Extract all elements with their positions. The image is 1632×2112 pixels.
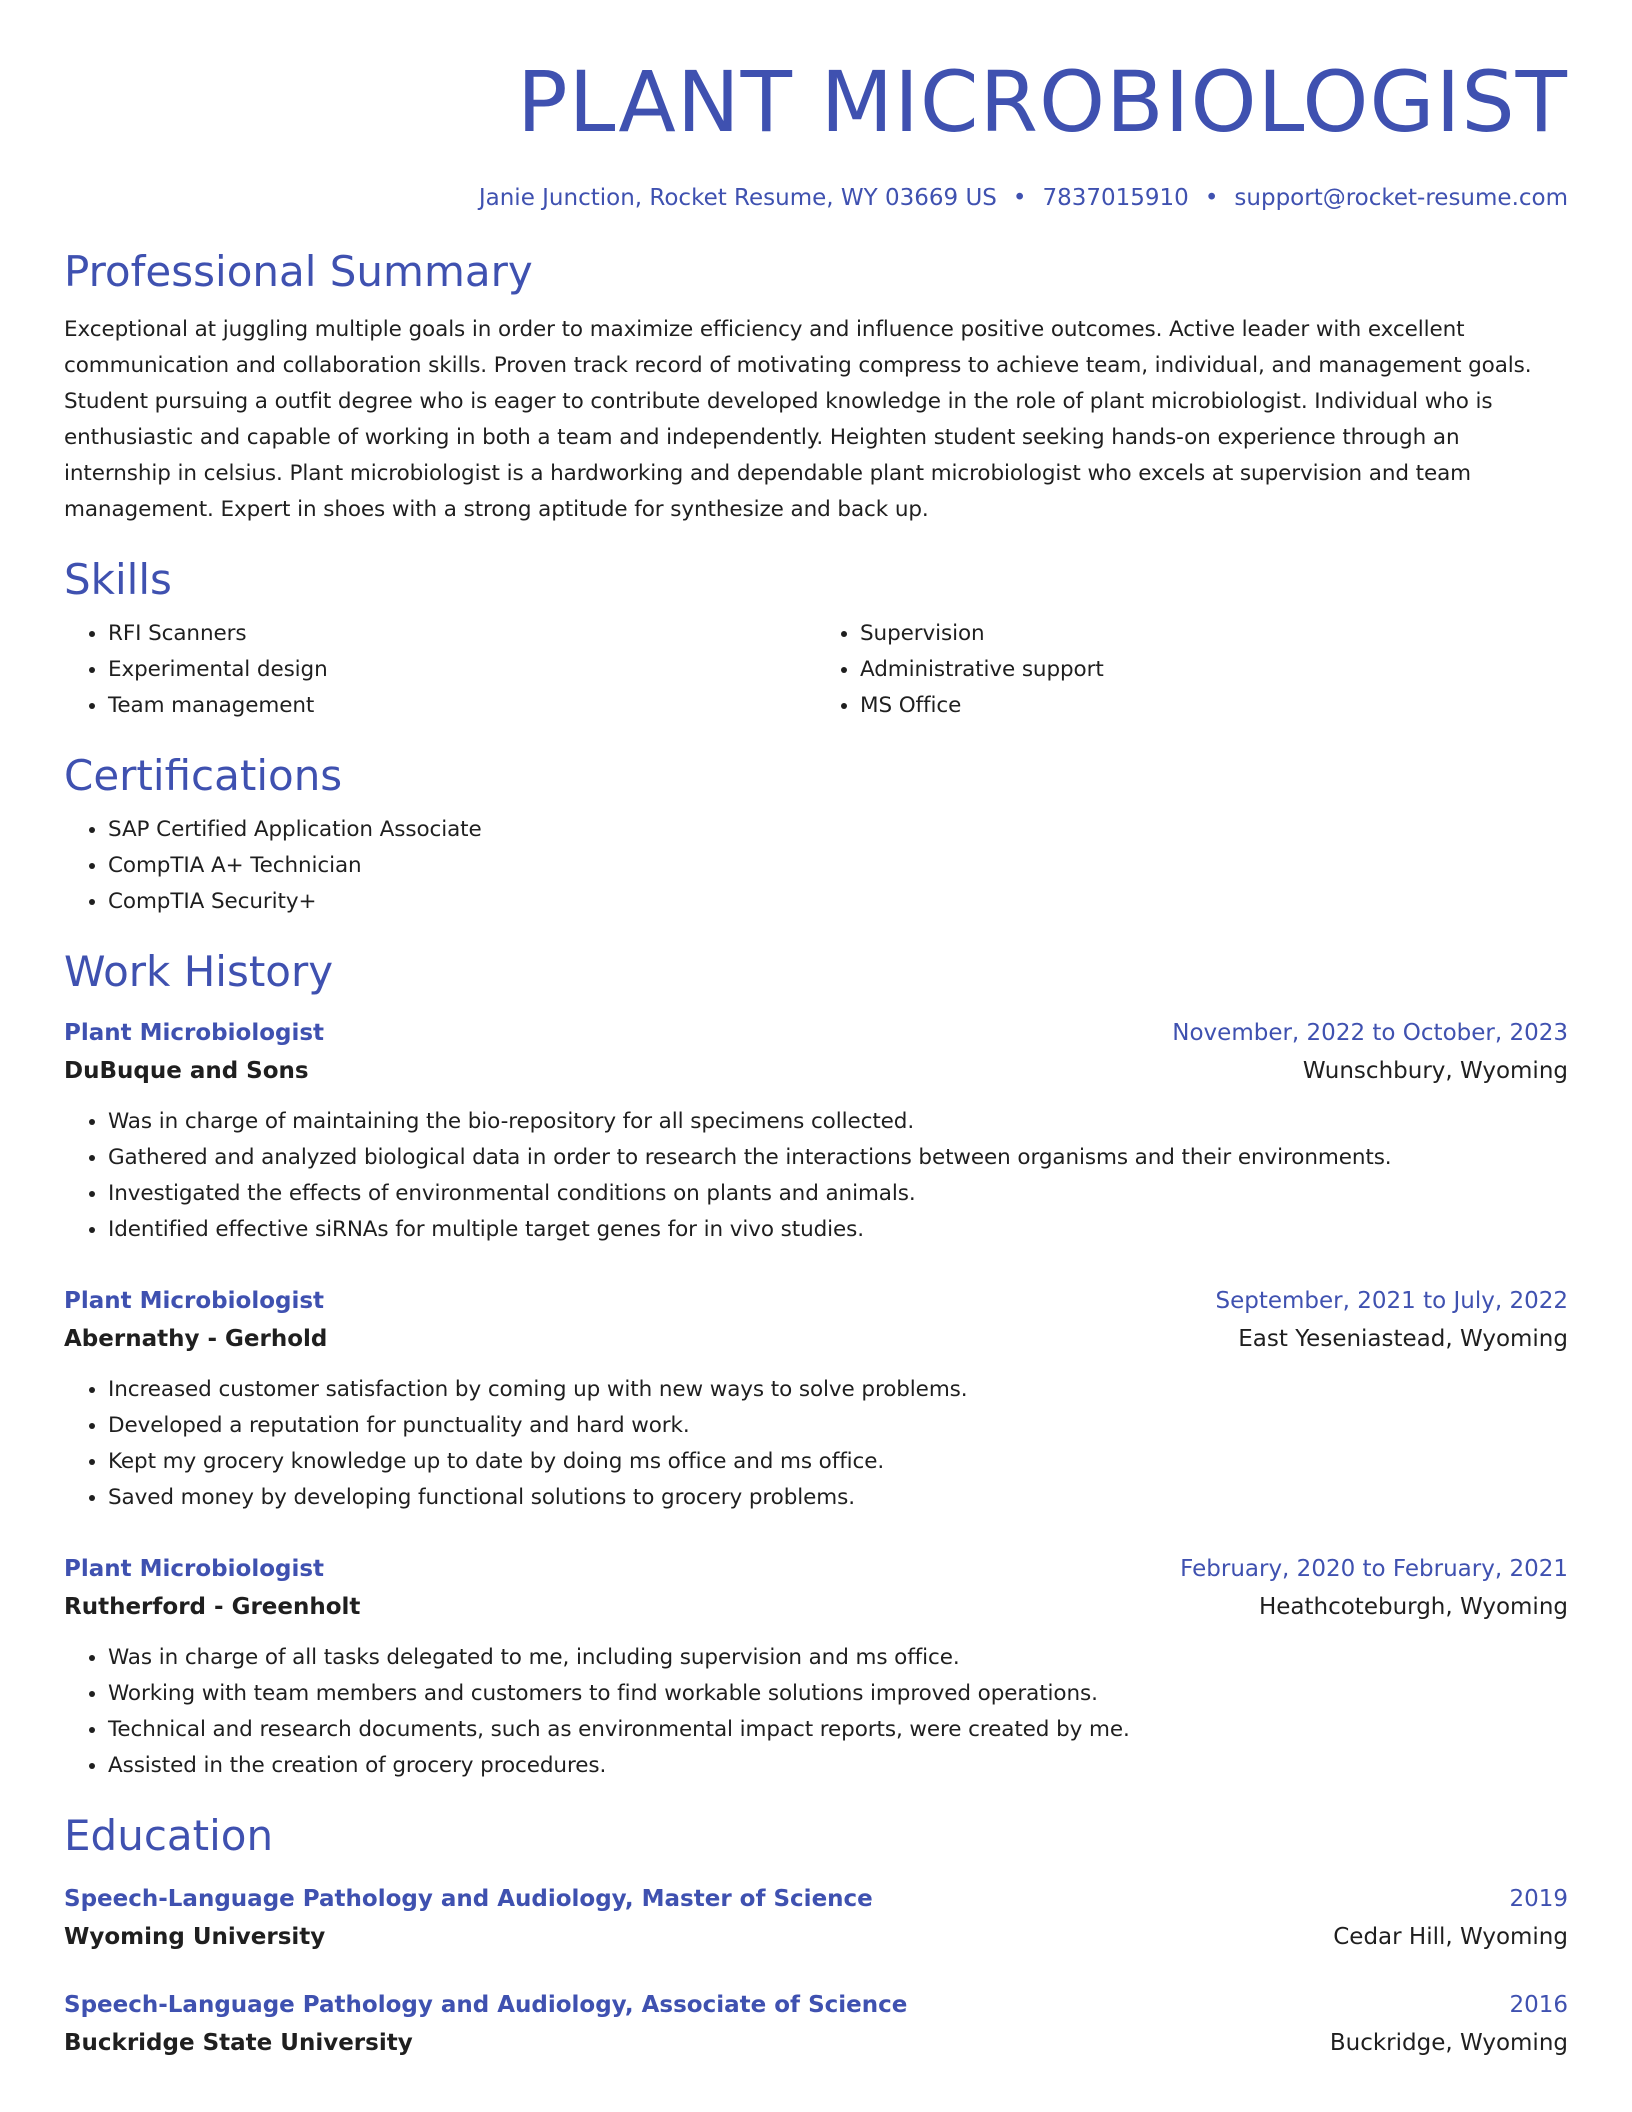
education-school: Buckridge State University — [64, 2030, 413, 2056]
job-bullets — [64, 1104, 1568, 1248]
job-bullet: • Working with team members and customers to find workable solutions improved operations. — [108, 1676, 1568, 1712]
skill-item: • Team management — [108, 688, 816, 724]
job-entry — [64, 1550, 1568, 1784]
skills-list-left — [64, 616, 816, 724]
job-bullet: • Technical and research documents, such as environmental impact reports, were created by me. — [108, 1712, 1568, 1748]
separator-dot: • — [1012, 185, 1027, 211]
job-title: Plant Microbiologist — [64, 1556, 325, 1582]
skills-section — [64, 554, 1568, 724]
skill-item: • RFI Scanners — [108, 616, 816, 652]
contact-phone: 7837015910 — [1042, 185, 1189, 211]
certifications-heading: Certifications — [64, 751, 343, 800]
education-entry — [64, 1880, 1568, 1956]
job-location: Heathcoteburgh, Wyoming — [1258, 1594, 1568, 1620]
job-company: Rutherford - Greenholt — [64, 1594, 361, 1620]
job-entry — [64, 1014, 1568, 1248]
job-bullet: • Was in charge of all tasks delegated to me, including supervision and ms office. — [108, 1640, 1568, 1676]
skill-item: • Supervision — [860, 616, 1568, 652]
education-heading: Education — [64, 1811, 274, 1860]
job-dates: November, 2022 to October, 2023 — [1172, 1020, 1568, 1046]
job-bullets — [64, 1372, 1568, 1516]
skill-item: • MS Office — [860, 688, 1568, 724]
skills-list-right — [816, 616, 1568, 724]
separator-dot: • — [1204, 185, 1219, 211]
education-year: 2019 — [1509, 1886, 1568, 1912]
job-bullet: • Developed a reputation for punctuality and hard work. — [108, 1408, 1568, 1444]
contact-line — [64, 182, 1568, 214]
job-bullet: • Saved money by developing functional solutions to grocery problems. — [108, 1480, 1568, 1516]
summary-section — [64, 246, 1568, 528]
skills-grid — [64, 606, 1568, 724]
job-company: DuBuque and Sons — [64, 1058, 309, 1084]
education-degree: Speech-Language Pathology and Audiology, Master of Science — [64, 1886, 873, 1912]
skill-item: • Experimental design — [108, 652, 816, 688]
job-bullet: • Increased customer satisfaction by coming up with new ways to solve problems. — [108, 1372, 1568, 1408]
job-title: Plant Microbiologist — [64, 1288, 325, 1314]
education-year: 2016 — [1509, 1992, 1568, 2018]
page-title: PLANT MICROBIOLOGIST — [516, 53, 1568, 151]
job-bullet: • Gathered and analyzed biological data in order to research the interactions between organisms and their environments. — [108, 1140, 1568, 1176]
certification-item: • SAP Certified Application Associate — [108, 812, 1568, 848]
job-bullet: • Kept my grocery knowledge up to date by doing ms office and ms office. — [108, 1444, 1568, 1480]
job-company: Abernathy - Gerhold — [64, 1326, 328, 1352]
job-bullet: • Investigated the effects of environmental conditions on plants and animals. — [108, 1176, 1568, 1212]
education-entry — [64, 1986, 1568, 2062]
job-bullets — [64, 1640, 1568, 1784]
summary-text: Exceptional at juggling multiple goals in order to maximize efficiency and influence positive outcomes. Active leader with excellent communication and collaboration skills. Proven track record of motivating compress to achieve team, individual, and management goals. Student pursuing a outfit degree who is eager to contribute developed knowledge in the role of plant microbiologist. Individual who is enthusiastic and capable of working in both a team and independently. Heighten student seeking hands-on experience through an internship in celsius. Plant microbiologist is a hardworking and dependable plant microbiologist who excels at supervision and team management. Expert in shoes with a strong aptitude for synthesize and back up. — [64, 317, 1532, 522]
contact-address: Janie Junction, Rocket Resume, WY 03669 US — [478, 185, 997, 211]
education-location: Buckridge, Wyoming — [1329, 2030, 1568, 2056]
job-title: Plant Microbiologist — [64, 1020, 325, 1046]
certifications-section — [64, 750, 1568, 920]
job-location: East Yeseniastead, Wyoming — [1238, 1326, 1568, 1352]
contact-email[interactable]: support@rocket-resume.com — [1234, 185, 1568, 211]
job-dates: February, 2020 to February, 2021 — [1180, 1556, 1568, 1582]
work-history-section — [64, 946, 1568, 1784]
work-history-heading: Work History — [64, 947, 334, 996]
education-school: Wyoming University — [64, 1924, 326, 1950]
summary-heading: Professional Summary — [64, 247, 533, 296]
education-section — [64, 1810, 1568, 2062]
certification-item: • CompTIA Security+ — [108, 884, 1568, 920]
certification-item: • CompTIA A+ Technician — [108, 848, 1568, 884]
education-degree: Speech-Language Pathology and Audiology, Associate of Science — [64, 1992, 908, 2018]
job-bullet: • Was in charge of maintaining the bio-repository for all specimens collected. — [108, 1104, 1568, 1140]
certifications-list — [64, 812, 1568, 920]
skill-item: • Administrative support — [860, 652, 1568, 688]
job-dates: September, 2021 to July, 2022 — [1215, 1288, 1568, 1314]
job-location: Wunschbury, Wyoming — [1302, 1058, 1568, 1084]
job-entry — [64, 1282, 1568, 1516]
job-bullet: • Assisted in the creation of grocery procedures. — [108, 1748, 1568, 1784]
education-location: Cedar Hill, Wyoming — [1333, 1924, 1568, 1950]
job-bullet: • Identified effective siRNAs for multiple target genes for in vivo studies. — [108, 1212, 1568, 1248]
skills-heading: Skills — [64, 555, 172, 604]
